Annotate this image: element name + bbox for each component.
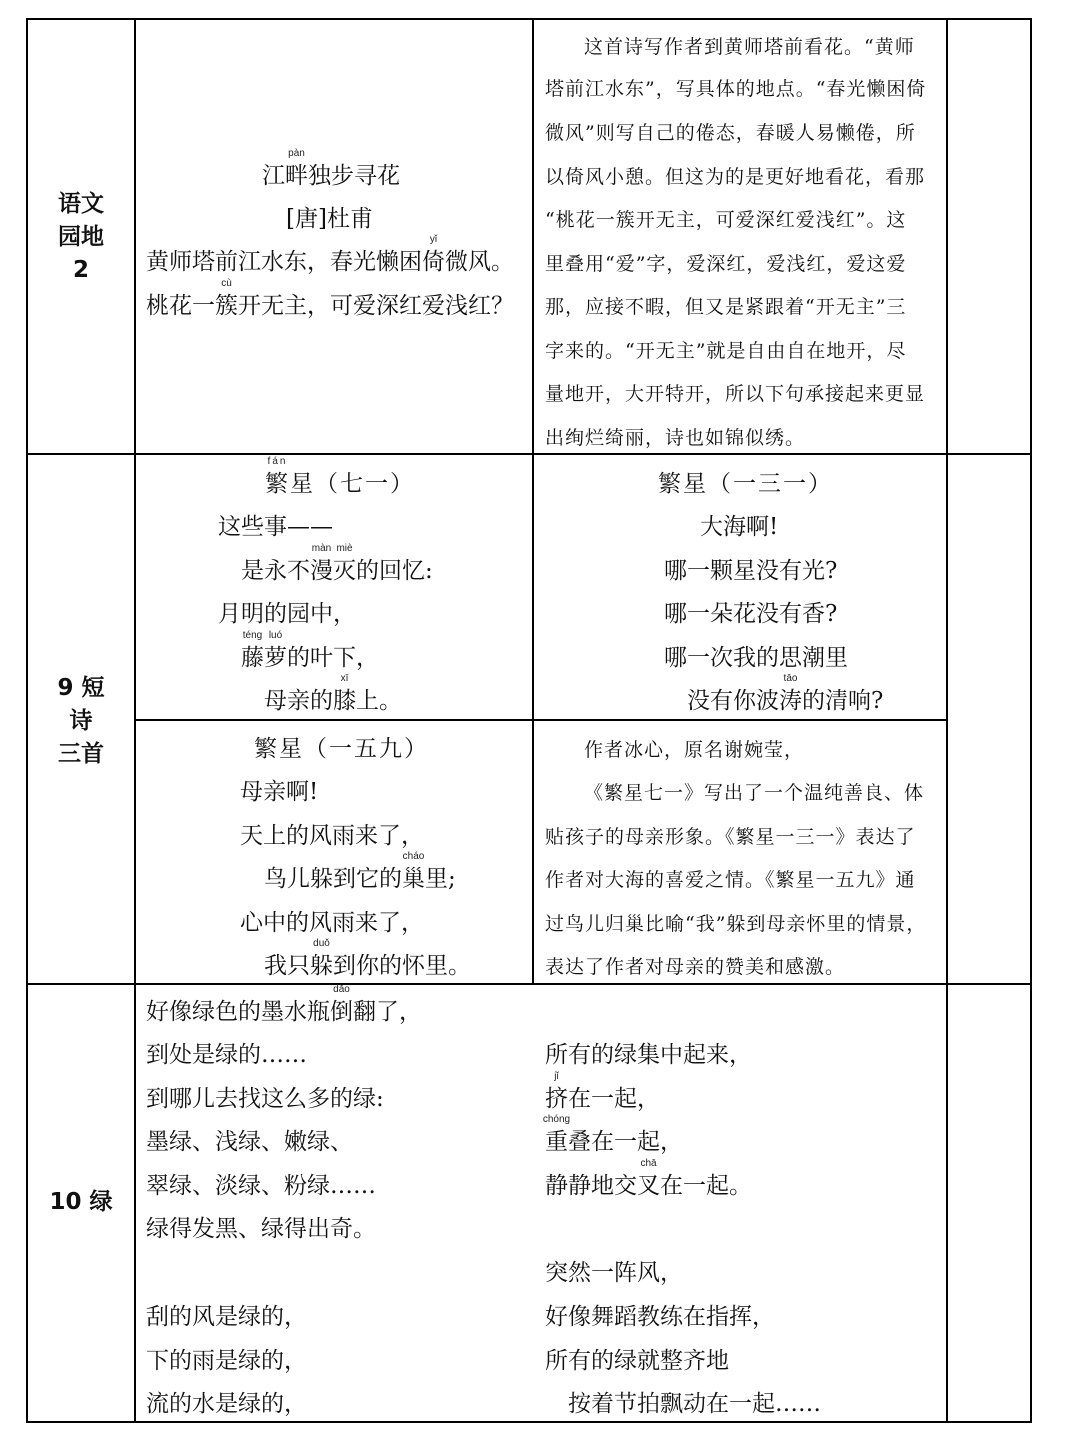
poem-line: 墨绿、浅绿、嫩绿、 [146, 1129, 353, 1155]
poem-line: 好像舞蹈教练在指挥， [545, 1304, 775, 1330]
analysis-line: 字来的。“开无主”就是自由自在地开，尽 [545, 340, 907, 362]
ruby-char: 膝 xī [333, 673, 356, 714]
poem-line: 我只躲 duǒ 到你的怀里。 [264, 938, 471, 979]
analysis-line: 《繁星七一》写出了一个温纯善良、体 [584, 782, 925, 804]
ruby-char: 巢 cháo [402, 851, 425, 892]
section-label-line: 10 绿 [49, 1189, 113, 1215]
analysis-line: 这首诗写作者到黄师塔前看花。“黄师 [584, 36, 915, 58]
poem-line: 重 chóng 叠在一起， [542, 1114, 683, 1155]
table-border-bottom [26, 1421, 1032, 1423]
poem-line: 这些事—— [218, 514, 333, 540]
ruby-char: 畔 pàn [285, 148, 308, 189]
poem-line: 没有你波涛 tāo 的清响? [687, 673, 884, 714]
ruby-char: 倒 dǎo [330, 984, 353, 1025]
ruby-char: 繁 fán [265, 456, 290, 497]
analysis-line: 表达了作者对母亲的赞美和感激。 [545, 956, 846, 978]
poem-author: [唐]杜甫 [286, 206, 373, 232]
section-label-line: 三首 [58, 741, 104, 767]
ruby-char: 簇 cù [215, 278, 238, 319]
poem-line: 月明的园中， [218, 601, 356, 627]
table-divider-middle [532, 18, 534, 984]
poem-line: 母亲啊! [240, 779, 319, 805]
pinyin-annotation: pàn [288, 148, 305, 159]
poem-line: 翠绿、淡绿、粉绿…… [146, 1173, 376, 1199]
poem-line: 天上的风雨来了， [240, 823, 424, 849]
ruby-char: 涛 tāo [779, 673, 802, 714]
poem-line: 心中的风雨来了， [240, 910, 424, 936]
ruby-char: 萝 luó [264, 630, 287, 671]
table-row-divider-2 [134, 719, 946, 721]
section-label-line: 9 短 [57, 675, 105, 701]
poem-line: 藤 téng 萝 luó 的叶下， [241, 630, 379, 671]
ruby-char: 灭 miè [333, 543, 356, 584]
section-label-line: 语文 [58, 191, 104, 217]
analysis-line: 那，应接不暇，但又是紧跟着“开无主”三 [545, 296, 907, 318]
pinyin-annotation: luó [268, 630, 283, 641]
pinyin-annotation: dǎo [333, 984, 350, 995]
analysis-line: 以倚风小憩。但这为的是更好地看花，看那 [545, 166, 926, 188]
analysis-line: “桃花一簇开无主，可爱深红爱浅红”。这 [545, 209, 907, 231]
pinyin-annotation: xī [340, 673, 349, 684]
ruby-char: 挤 jǐ [545, 1071, 568, 1112]
poem-line: 鸟儿躲到它的巢 cháo 里; [264, 851, 456, 892]
section-label-line: 2 [72, 257, 89, 283]
section-label-line: 诗 [69, 708, 93, 734]
ruby-char: 倚 yǐ [422, 234, 445, 275]
ruby-char: 漫 màn [310, 543, 333, 584]
poem-line: 静静地交叉 chā 在一起。 [545, 1158, 752, 1199]
pinyin-annotation: màn [311, 543, 332, 554]
poem-line: 哪一次我的思潮里 [664, 645, 848, 671]
poem-line: 大海啊! [700, 514, 779, 540]
poem-line: 突然一阵风， [545, 1260, 683, 1286]
pinyin-annotation: duǒ [313, 938, 330, 949]
poem-line: 黄师塔前江水东，春光懒困倚 yǐ 微风。 [146, 234, 514, 275]
analysis-line: 过鸟儿归巢比喻“我”躲到母亲怀里的情景， [545, 913, 927, 935]
poem-title: 江畔 pàn 独步寻花 [262, 148, 400, 189]
pinyin-annotation: chóng [542, 1114, 571, 1125]
poem-line: 所有的绿就整齐地 [545, 1348, 729, 1374]
section-label-lv [28, 1186, 134, 1219]
pinyin-annotation: fán [267, 456, 288, 467]
poem-line: 母亲的膝 xī 上。 [264, 673, 402, 714]
poem-line: 哪一颗星没有光? [664, 558, 838, 584]
pinyin-annotation: miè [336, 543, 353, 554]
pinyin-annotation: chā [640, 1158, 657, 1169]
ruby-char: 藤 téng [241, 630, 264, 671]
poem-title: 繁星（一五九） [254, 736, 429, 762]
pinyin-annotation: jǐ [554, 1071, 559, 1082]
analysis-line: 作者对大海的喜爱之情。《繁星一五九》通 [545, 869, 916, 891]
section-label-line: 园地 [58, 224, 104, 250]
pinyin-annotation: cù [221, 278, 232, 289]
poem-line: 所有的绿集中起来， [545, 1042, 752, 1068]
analysis-line: 量地开，大开特开，所以下句承接起来更显 [545, 383, 926, 405]
poem-line: 绿得发黑、绿得出奇。 [146, 1216, 376, 1242]
analysis-line: 微风”则写自己的倦态，春暖人易懒倦，所 [545, 122, 916, 144]
analysis-line: 里叠用“爱”字，爱深红，爱浅红，爱这爱 [545, 253, 907, 275]
ruby-char: 重 chóng [542, 1114, 571, 1155]
poem-line: 好像绿色的墨水瓶倒 dǎo 翻了， [146, 984, 422, 1025]
analysis-line: 贴孩子的母亲形象。《繁星一三一》表达了 [545, 826, 916, 848]
pinyin-annotation: cháo [402, 851, 425, 862]
section-label-yuwen-yuandi [28, 188, 134, 287]
table-border-top [26, 18, 1032, 20]
poem-line: 流的水是绿的， [146, 1391, 307, 1417]
section-label-duanshi [28, 672, 134, 771]
poem-line: 到处是绿的…… [146, 1042, 307, 1068]
analysis-line: 塔前江水东”，写具体的地点。“春光懒困倚 [545, 78, 927, 100]
poem-line: 下的雨是绿的， [146, 1348, 307, 1374]
poem-line: 到哪儿去找这么多的绿: [146, 1086, 384, 1112]
poem-line: 是永不漫 màn 灭 miè 的回忆: [241, 543, 433, 584]
pinyin-annotation: yǐ [429, 234, 438, 245]
analysis-line: 作者冰心，原名谢婉莹， [584, 739, 805, 761]
poem-line: 哪一朵花没有香? [664, 601, 838, 627]
pinyin-annotation: téng [242, 630, 263, 641]
pinyin-annotation: tāo [783, 673, 798, 684]
poem-title: 繁 fán 星（七一） [265, 456, 415, 497]
poem-line: 刮的风是绿的， [146, 1304, 307, 1330]
poem-line: 挤 jǐ 在一起， [545, 1071, 660, 1112]
table-row-divider-1 [26, 453, 1032, 455]
table-border-right [1030, 18, 1032, 1423]
poem-title: 繁星（一三一） [658, 471, 833, 497]
table-divider-extra [946, 18, 948, 1423]
poem-line: 按着节拍飘动在一起…… [568, 1391, 821, 1417]
poem-line: 桃花一簇 cù 开无主，可爱深红爱浅红？ [146, 278, 514, 319]
ruby-char: 躲 duǒ [310, 938, 333, 979]
analysis-line: 出绚烂绮丽，诗也如锦似绣。 [545, 427, 806, 449]
ruby-char: 叉 chā [637, 1158, 660, 1199]
table-row-divider-3 [26, 983, 1032, 985]
